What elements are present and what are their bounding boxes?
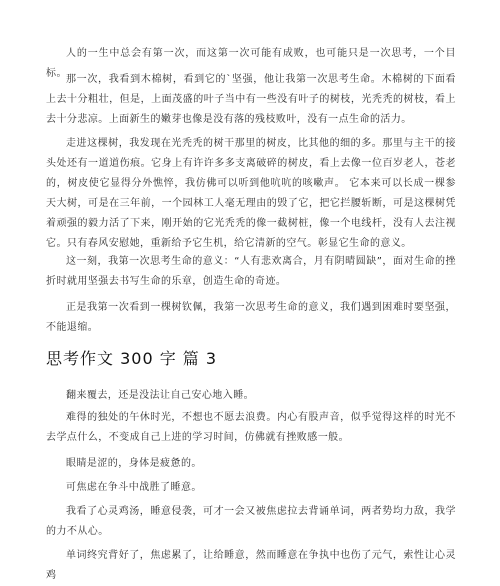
paragraph: 难得的独处的午休时光，不想也不愿去浪费。内心有股声音，似乎觉得这样的时光不去学点什么，不变成自己上进的学习时间，仿佛就有挫败感一般。	[46, 412, 456, 443]
paragraph: 那一次，我看到木棉树，看到它的`坚强，他让我第一次思考生命。木棉树的下面看上去十分粗壮，但是，上面茂盛的叶子当中有一些没有叶子的树枝，光秃秃的树枝，看上去十分悲凉。上面新生的嫩芽也像是没有落的残枝败叶，没有一点生命的活力。	[46, 74, 456, 125]
paragraph: 我看了心灵鸡汤，睡意侵袭，可才一会又被焦虑拉去背诵单词，两者势均力敌，我学的力不从心。	[46, 506, 456, 537]
paragraph: 正是我第一次看到一棵树钦佩，我第一次思考生命的意义，我们遇到困难时要坚强，不能退缩。	[46, 302, 456, 333]
paragraph: 人的一生中总会有第一次，而这第一次可能有成败，也可能只是一次思考，一个目标。	[46, 48, 456, 79]
paragraph: 翻来覆去，还是没法让自己安心地入睡。	[66, 390, 255, 401]
paragraph: 走进这棵树，我发现在光秃秃的树干那里的树皮，比其他的细的多。那里与主干的接头处还有一道道伤痕。它身上有许许多多支离破碎的树皮，看上去像一位百岁老人，苍老的，树皮使它显得分外憔悴，我仿佛可以听到他吭吭的咳嗽声。 它本来可以长成一棵参天大树，可是在三年前，一个园林工人毫无理由的毁了它，把它拦腰斩断，可是这棵树凭着顽强的毅力活了下来，刚开始的它光秃秃的像一截树桩，像一个电线杆，没有人去注视它。只有春风安慰她，重新给予它生机，给它清新的空气。彰显它生命的意义。	[46, 138, 456, 249]
paragraph: 这一刻，我第一次思考生命的意义：“人有悲欢离合，月有阴晴圆缺”，面对生命的挫折时就用坚强去书写生命的乐章，创造生命的奇迹。	[46, 256, 456, 287]
paragraph: 可焦虑在争斗中战胜了睡意。	[66, 482, 202, 493]
section-heading: 思考作文 300 字 篇 3	[46, 349, 218, 368]
paragraph: 单词终究背好了，焦虑累了，让给睡意，然而睡意在争执中也伤了元气，索性让心灵鸡	[46, 550, 456, 581]
paragraph: 眼睛是涩的，身体是疲惫的。	[66, 458, 202, 469]
